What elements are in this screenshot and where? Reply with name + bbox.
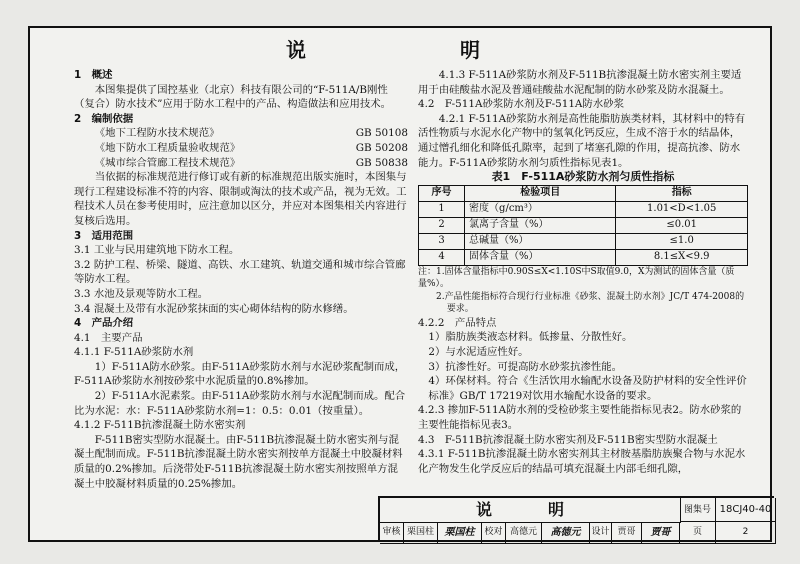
- table-cell: 固体含量（%）: [465, 249, 616, 265]
- right-column: [418, 68, 748, 476]
- designer-name: 贾哥: [612, 522, 642, 544]
- section-4-1-2-heading: 4.1.2 F-511B抗渗混凝土防水密实剂: [74, 419, 246, 432]
- title-block-title: 说 明: [380, 498, 681, 523]
- feature-item: 3）抗渗性好。可提高防水砂浆抗渗性能。: [428, 360, 623, 373]
- table-cell: 总碱量（%）: [465, 233, 616, 249]
- standard-name: 《地下工程防水技术规范》: [94, 127, 220, 140]
- section-4-2-1: 4.2.1 F-511A砂浆防水剂是高性能脂肪族类材料，其材料中的特有活性物质与水泥水化产物中的氢氧化钙反应，生成不溶于水的结晶体，通过憎孔细化和降低孔隙率，起到了堵塞孔隙的作用，提高抗渗、防水能力。F-511A砂浆防水剂匀质性指标见表1。: [418, 112, 746, 169]
- left-column: [74, 68, 408, 491]
- section-2-heading: 2 编制依据: [74, 112, 134, 125]
- section-4-3-heading: 4.3 F-511B抗渗混凝土防水密实剂及F-511B密实型防水混凝土: [418, 433, 718, 446]
- table-header: 检验项目: [465, 185, 616, 201]
- section-4-heading: 4 产品介绍: [74, 317, 134, 330]
- reviewer-signature: 栗国柱: [438, 522, 482, 544]
- table-cell: ≤1.0: [616, 233, 748, 249]
- table-1-caption: 表1 F-511A砂浆防水剂匀质性指标: [491, 170, 675, 184]
- review-label: 审核: [380, 522, 404, 544]
- table-cell: 8.1≤X<9.9: [616, 249, 748, 265]
- section-3-item: 3.3 水池及景观等防水工程。: [74, 287, 209, 300]
- table-1: [418, 185, 748, 266]
- standard-code: GB 50208: [355, 141, 408, 154]
- table-row: [419, 233, 748, 249]
- table-cell: 2: [419, 217, 465, 233]
- table-header: 指标: [616, 185, 748, 201]
- title-block: [378, 496, 774, 542]
- designer-signature: 贾哥: [642, 522, 680, 544]
- feature-item: 4）环保材料。符合《生活饮用水输配水设备及防护材料的安全性评价标准》GB/T 17219对饮用水输配水设备的要求。: [428, 375, 747, 402]
- table-note-1: 注：1.固体含量指标中0.90S≤X<1.10S中S取值9.0，X为测试的固体含量（质量%）。: [418, 266, 735, 290]
- section-2-body: 当依据的标准规范进行修订或有新的标准规范出版实施时，本图集与现行工程建设标准不符的内容、限制或淘汰的技术或产品，视为无效。工程技术人员在参考使用时，应注意加以区分，并应对本图集相关内容进行复核后选用。: [74, 171, 407, 227]
- table-row: [419, 201, 748, 217]
- reviewer-name: 栗国柱: [404, 522, 438, 544]
- table-cell: 1.01<D<1.05: [616, 201, 748, 217]
- section-4-1-1-heading: 4.1.1 F-511A砂浆防水剂: [74, 346, 194, 359]
- checker-name: 高德元: [506, 522, 542, 544]
- design-label: 设计: [590, 522, 612, 544]
- section-3-item: 3.1 工业与民用建筑地下防水工程。: [74, 244, 240, 257]
- section-4-1-3: 4.1.3 F-511A砂浆防水剂及F-511B抗渗混凝土防水密实剂主要适用于由硅酸盐水泥及普通硅酸盐水泥配制的防水砂浆及防水混凝土。: [418, 69, 742, 96]
- standard-row: [74, 126, 408, 141]
- section-4-1-2-body: F-511B密实型防水混凝土。由F-511B抗渗混凝土防水密实剂与混凝土配制而成。F-511B抗渗混凝土防水密实剂按单方混凝土中胶凝材料质量的0.2%掺加。后浇带处F-511B抗渗混凝土防水密实剂按照单方混凝土中胶凝材料质量的0.25%掺加。: [74, 433, 403, 490]
- section-4-1-heading: 4.1 主要产品: [74, 331, 143, 344]
- page-label: 页: [680, 522, 716, 544]
- standard-row: [74, 156, 408, 171]
- table-row: [419, 217, 748, 233]
- standard-row: [74, 141, 408, 156]
- atlas-no: 18CJ40-40: [716, 498, 776, 522]
- standard-name: 《城市综合管廊工程技术规范》: [94, 156, 241, 169]
- table-cell: 3: [419, 233, 465, 249]
- standard-code: GB 50838: [355, 156, 408, 169]
- table-note-2: 2.产品性能指标符合现行行业标准《砂浆、混凝土防水剂》JC/T 474-2008的要求。: [436, 291, 745, 315]
- table-cell: 4: [419, 249, 465, 265]
- table-cell: 密度（g/cm³）: [465, 201, 616, 217]
- section-3-heading: 3 适用范围: [74, 229, 134, 242]
- section-3-item: 3.4 混凝土及带有水泥砂浆抹面的实心砌体结构的防水修缮。: [74, 302, 354, 315]
- standard-name: 《地下防水工程质量验收规范》: [94, 141, 241, 154]
- section-1-heading: 1 概述: [74, 69, 113, 81]
- table-cell: 1: [419, 201, 465, 217]
- atlas-no-label: 图集号: [680, 498, 716, 522]
- standard-code: GB 50108: [355, 127, 408, 140]
- section-4-3-1: 4.3.1 F-511B抗渗混凝土防水密实剂其主材胺基脂肪族聚合物与水泥水化产物发生化学反应后的结晶可填充混凝土内部毛细孔隙，: [418, 448, 746, 475]
- section-3-item: 3.2 防护工程、桥梁、隧道、高铁、水工建筑、轨道交通和城市综合管廊等防水工程。: [74, 258, 406, 286]
- table-header: 序号: [419, 185, 465, 201]
- feature-item: 2）与水泥适应性好。: [428, 345, 529, 358]
- table-cell: 氯离子含量（%）: [465, 217, 616, 233]
- page-number: 2: [716, 522, 776, 544]
- section-4-2-2-heading: 4.2.2 产品特点: [418, 316, 497, 329]
- section-4-2-3: 4.2.3 掺加F-511A防水剂的受检砂浆主要性能指标见表2。防水砂浆的主要性能指标见表3。: [418, 404, 742, 431]
- section-1-body: 本图集提供了国控基业（北京）科技有限公司的“F-511A/B刚性（复合）防水技术”应用于防水工程中的产品、构造做法和应用技术。: [74, 83, 392, 111]
- section-4-2-heading: 4.2 F-511A砂浆防水剂及F-511A防水砂浆: [418, 98, 624, 111]
- table-cell: ≤0.01: [616, 217, 748, 233]
- drawing-sheet: [28, 26, 772, 542]
- table-header-row: [419, 185, 748, 201]
- table-row: [419, 249, 748, 265]
- page-title: 说 明: [286, 38, 518, 62]
- checker-signature: 高德元: [542, 522, 590, 544]
- section-4-1-1-para-1: 1）F-511A防水砂浆。由F-511A砂浆防水剂与水泥砂浆配制而成，F-511A砂浆防水剂按砂浆中水泥质量的0.8%掺加。: [74, 360, 406, 388]
- check-label: 校对: [482, 522, 506, 544]
- feature-item: 1）脂肪族类液态材料。低掺量、分散性好。: [428, 331, 633, 344]
- section-4-1-1-para-2: 2）F-511A水泥素浆。由F-511A砂浆防水剂与水泥配制而成。配合比为水泥：水：F-511A砂浆防水剂=1：0.5：0.01（按重量）。: [74, 390, 406, 417]
